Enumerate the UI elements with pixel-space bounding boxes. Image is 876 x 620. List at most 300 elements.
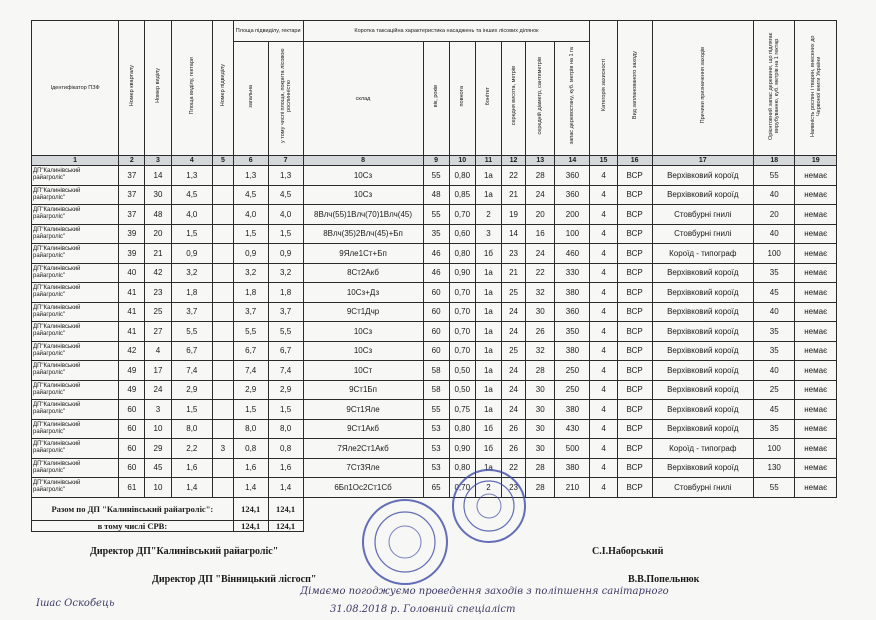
- cell-vik: 58: [423, 361, 449, 381]
- pzf-id-line: ДП"Калинівський: [33, 285, 81, 292]
- cell-sklad: 10Сз: [303, 341, 423, 361]
- cell-kv: 49: [119, 361, 145, 381]
- cell-zag: 1,6: [233, 458, 268, 478]
- cell-vik: 55: [423, 205, 449, 225]
- cell-kv: 42: [119, 341, 145, 361]
- cell-zag: 3,7: [233, 302, 268, 322]
- column-number: 14: [555, 156, 590, 166]
- cell-prych: Верхівковий короїд: [652, 166, 753, 186]
- cell-pl: 4,5: [171, 185, 212, 205]
- table-row: [32, 283, 837, 303]
- cell-zap: 500: [555, 439, 590, 459]
- pzf-id-line: райагроліс": [33, 409, 66, 416]
- pzf-id-line: ДП"Калинівський: [33, 460, 81, 467]
- handwritten-approval-line1: Дімаємо погоджуємо проведення заходів з поліпшення санітарного: [300, 586, 669, 597]
- pzf-id-line: ДП"Калинівський: [33, 421, 81, 428]
- cell-pl: 2,9: [171, 380, 212, 400]
- cell-h: 14: [502, 224, 526, 244]
- cell-zapas: 45: [754, 400, 795, 420]
- cell-d: 28: [526, 361, 555, 381]
- cell-prych: Верхівковий короїд: [652, 380, 753, 400]
- cell-zap: 200: [555, 205, 590, 225]
- cell-vyd: ВСР: [617, 283, 652, 303]
- cell-kat: 4: [590, 224, 617, 244]
- pzf-id-line: райагроліс": [33, 253, 66, 260]
- sanitary-measures-table: [31, 20, 837, 532]
- cell-d: 16: [526, 224, 555, 244]
- cell-pokr: 3,2: [268, 263, 303, 283]
- cell-h: 25: [502, 283, 526, 303]
- cell-kat: 4: [590, 322, 617, 342]
- pzf-id-line: райагроліс": [33, 331, 66, 338]
- cell-h: 24: [502, 302, 526, 322]
- cell-pv: [213, 322, 234, 342]
- cell-bon: 1б: [475, 419, 501, 439]
- cell-d: 22: [526, 263, 555, 283]
- cell-vik: 60: [423, 341, 449, 361]
- cell-vd: 27: [145, 322, 171, 342]
- cell-pl: 1,5: [171, 224, 212, 244]
- column-number: 10: [449, 156, 475, 166]
- cell-sklad: 10Сз: [303, 322, 423, 342]
- header-measure-type: Вид запланованого заходу: [617, 21, 652, 156]
- total-label: в тому числі СРВ:: [32, 520, 234, 531]
- cell-pov: 0,90: [449, 263, 475, 283]
- cell-vd: 20: [145, 224, 171, 244]
- pzf-id-line: ДП"Калинівський: [33, 324, 81, 331]
- header-quarter: Номер кварталу: [119, 21, 145, 156]
- cell-kat: 4: [590, 419, 617, 439]
- pzf-id-line: райагроліс": [33, 487, 66, 494]
- cell-h: 23: [502, 244, 526, 264]
- cell-d: 28: [526, 478, 555, 498]
- cell-kv: 41: [119, 322, 145, 342]
- director1-name: С.І.Наборський: [592, 546, 664, 557]
- total-value: 124,1: [268, 497, 303, 520]
- cell-kv: 49: [119, 380, 145, 400]
- cell-vd: 14: [145, 166, 171, 186]
- pzf-id-cell: [32, 302, 119, 322]
- cell-pokr: 3,7: [268, 302, 303, 322]
- cell-pov: 0,50: [449, 380, 475, 400]
- handwritten-approval-line2: 31.08.2018 р. Головний спеціаліст: [330, 604, 516, 615]
- total-value: 124,1: [233, 520, 268, 531]
- cell-bon: 1а: [475, 302, 501, 322]
- cell-kv: 37: [119, 185, 145, 205]
- pzf-id-line: ДП"Калинівський: [33, 304, 81, 311]
- cell-pokr: 6,7: [268, 341, 303, 361]
- cell-vyd: ВСР: [617, 205, 652, 225]
- cell-prych: Короїд - типограф: [652, 244, 753, 264]
- cell-sklad: 8Влч(35)2Влч(45)+Бп: [303, 224, 423, 244]
- pzf-id-cell: [32, 361, 119, 381]
- pzf-id-line: ДП"Калинівський: [33, 382, 81, 389]
- cell-h: 24: [502, 400, 526, 420]
- cell-zag: 3,2: [233, 263, 268, 283]
- table-row: [32, 361, 837, 381]
- header-stock: запас деревостану, куб. метрів на 1 га: [555, 42, 590, 156]
- cell-zag: 1,4: [233, 478, 268, 498]
- cell-zapas: 35: [754, 419, 795, 439]
- pzf-id-cell: [32, 341, 119, 361]
- header-section-area: Площа виділу, гектари: [171, 21, 212, 156]
- cell-chk: немає: [795, 419, 837, 439]
- cell-pov: 0,85: [449, 185, 475, 205]
- cell-prych: Верхівковий короїд: [652, 400, 753, 420]
- pzf-id-line: ДП"Калинівський: [33, 265, 81, 272]
- cell-bon: 1а: [475, 458, 501, 478]
- cell-kv: 41: [119, 283, 145, 303]
- cell-pl: 5,5: [171, 322, 212, 342]
- cell-vyd: ВСР: [617, 419, 652, 439]
- cell-d: 28: [526, 166, 555, 186]
- pzf-id-line: райагроліс": [33, 175, 66, 182]
- cell-vik: 58: [423, 380, 449, 400]
- pzf-id-line: ДП"Калинівський: [33, 363, 81, 370]
- cell-pov: 0,70: [449, 341, 475, 361]
- cell-zap: 380: [555, 283, 590, 303]
- cell-pv: [213, 361, 234, 381]
- cell-pv: [213, 419, 234, 439]
- cell-vd: 23: [145, 283, 171, 303]
- cell-d: 32: [526, 283, 555, 303]
- cell-sklad: 9Яле1Ст+Бп: [303, 244, 423, 264]
- cell-kv: 41: [119, 302, 145, 322]
- column-number: 11: [475, 156, 501, 166]
- cell-prych: Верхівковий короїд: [652, 263, 753, 283]
- cell-sklad: 6Бп1Ос2Ст1Сб: [303, 478, 423, 498]
- cell-pokr: 0,8: [268, 439, 303, 459]
- cell-zag: 6,7: [233, 341, 268, 361]
- cell-pl: 1,3: [171, 166, 212, 186]
- cell-zag: 5,5: [233, 322, 268, 342]
- cell-h: 25: [502, 341, 526, 361]
- cell-chk: немає: [795, 322, 837, 342]
- cell-chk: немає: [795, 458, 837, 478]
- cell-chk: немає: [795, 439, 837, 459]
- cell-prych: Верхівковий короїд: [652, 458, 753, 478]
- cell-h: 22: [502, 166, 526, 186]
- cell-bon: 1а: [475, 322, 501, 342]
- header-height: середня висота, метрів: [502, 42, 526, 156]
- cell-vyd: ВСР: [617, 341, 652, 361]
- cell-prych: Верхівковий короїд: [652, 322, 753, 342]
- cell-pl: 1,5: [171, 400, 212, 420]
- pzf-id-cell: [32, 322, 119, 342]
- cell-zap: 100: [555, 224, 590, 244]
- pzf-id-cell: [32, 478, 119, 498]
- cell-zapas: 40: [754, 224, 795, 244]
- cell-d: 24: [526, 244, 555, 264]
- cell-zag: 1,8: [233, 283, 268, 303]
- cell-prych: Верхівковий короїд: [652, 341, 753, 361]
- pzf-id-line: ДП"Калинівський: [33, 168, 81, 175]
- cell-pv: [213, 380, 234, 400]
- cell-prych: Верхівковий короїд: [652, 302, 753, 322]
- cell-sklad: 9Ст1Яле: [303, 400, 423, 420]
- table-row: [32, 478, 837, 498]
- cell-bon: 1а: [475, 185, 501, 205]
- cell-d: 20: [526, 205, 555, 225]
- total-value: 124,1: [268, 520, 303, 531]
- cell-kv: 60: [119, 419, 145, 439]
- cell-pv: [213, 478, 234, 498]
- cell-sklad: 8Ст2Акб: [303, 263, 423, 283]
- cell-kat: 4: [590, 244, 617, 264]
- pzf-id-cell: [32, 439, 119, 459]
- cell-d: 24: [526, 185, 555, 205]
- cell-h: 24: [502, 361, 526, 381]
- cell-pokr: 2,9: [268, 380, 303, 400]
- table-row: [32, 244, 837, 264]
- cell-bon: 1а: [475, 283, 501, 303]
- cell-zag: 1,5: [233, 400, 268, 420]
- pzf-id-line: ДП"Калинівський: [33, 441, 81, 448]
- cell-kat: 4: [590, 205, 617, 225]
- pzf-id-line: ДП"Калинівський: [33, 246, 81, 253]
- column-number: 5: [213, 156, 234, 166]
- header-age: вік, років: [423, 42, 449, 156]
- cell-h: 21: [502, 185, 526, 205]
- cell-vd: 17: [145, 361, 171, 381]
- cell-zap: 380: [555, 341, 590, 361]
- cell-zap: 350: [555, 322, 590, 342]
- cell-kat: 4: [590, 341, 617, 361]
- cell-zapas: 35: [754, 263, 795, 283]
- cell-vyd: ВСР: [617, 302, 652, 322]
- pzf-id-cell: [32, 244, 119, 264]
- cell-zag: 0,9: [233, 244, 268, 264]
- cell-chk: немає: [795, 302, 837, 322]
- header-volume: Орієнтовний запас деревини, що підлягає вирубуванню, куб. метрів на 1 гектар: [754, 21, 795, 156]
- pzf-id-cell: [32, 166, 119, 186]
- cell-pokr: 1,5: [268, 400, 303, 420]
- cell-pov: 0,90: [449, 439, 475, 459]
- cell-kat: 4: [590, 185, 617, 205]
- cell-zap: 360: [555, 185, 590, 205]
- cell-vyd: ВСР: [617, 224, 652, 244]
- cell-pv: [213, 458, 234, 478]
- cell-pl: 8,0: [171, 419, 212, 439]
- header-red-book: Наявність рослин і тварин, внесених до Червоної книги України: [795, 21, 837, 156]
- cell-pv: [213, 283, 234, 303]
- table-row: [32, 166, 837, 186]
- table-row: [32, 322, 837, 342]
- round-stamp-kalynivka: [450, 467, 528, 545]
- cell-kat: 4: [590, 458, 617, 478]
- cell-chk: немає: [795, 205, 837, 225]
- cell-prych: Верхівковий короїд: [652, 419, 753, 439]
- header-reasons: Причини призначення заходів: [652, 21, 753, 156]
- cell-d: 26: [526, 322, 555, 342]
- cell-d: 30: [526, 439, 555, 459]
- cell-vyd: ВСР: [617, 361, 652, 381]
- cell-chk: немає: [795, 185, 837, 205]
- cell-chk: немає: [795, 263, 837, 283]
- pzf-id-cell: [32, 400, 119, 420]
- cell-kv: 39: [119, 224, 145, 244]
- cell-pv: [213, 205, 234, 225]
- cell-sklad: 10Сз: [303, 185, 423, 205]
- column-number: 6: [233, 156, 268, 166]
- cell-pv: [213, 302, 234, 322]
- cell-vik: 55: [423, 400, 449, 420]
- cell-sklad: 9Ст1Акб: [303, 419, 423, 439]
- cell-sklad: 9Ст1Дчр: [303, 302, 423, 322]
- pzf-id-line: ДП"Калинівський: [33, 402, 81, 409]
- cell-zag: 1,3: [233, 166, 268, 186]
- cell-bon: 1а: [475, 361, 501, 381]
- cell-pov: 0,80: [449, 166, 475, 186]
- cell-chk: немає: [795, 224, 837, 244]
- cell-vd: 3: [145, 400, 171, 420]
- pzf-id-line: ДП"Калинівський: [33, 187, 81, 194]
- cell-sklad: 7Ст3Яле: [303, 458, 423, 478]
- cell-vik: 60: [423, 322, 449, 342]
- column-number-row: [32, 156, 837, 166]
- column-number: 3: [145, 156, 171, 166]
- cell-chk: немає: [795, 478, 837, 498]
- pzf-id-line: ДП"Калинівський: [33, 480, 81, 487]
- cell-vik: 48: [423, 185, 449, 205]
- cell-pv: [213, 400, 234, 420]
- pzf-id-line: райагроліс": [33, 428, 66, 435]
- cell-sklad: 7Яле2Ст1Акб: [303, 439, 423, 459]
- cell-chk: немає: [795, 244, 837, 264]
- cell-pl: 3,2: [171, 263, 212, 283]
- cell-kv: 61: [119, 478, 145, 498]
- cell-pokr: 1,6: [268, 458, 303, 478]
- cell-pov: 0,70: [449, 322, 475, 342]
- cell-h: 24: [502, 380, 526, 400]
- cell-zapas: 40: [754, 361, 795, 381]
- pzf-id-cell: [32, 458, 119, 478]
- cell-zap: 360: [555, 166, 590, 186]
- cell-prych: Верхівковий короїд: [652, 283, 753, 303]
- cell-h: 21: [502, 263, 526, 283]
- cell-vik: 60: [423, 283, 449, 303]
- cell-pl: 1,6: [171, 458, 212, 478]
- cell-prych: Стовбурні гнилі: [652, 224, 753, 244]
- table-row: [32, 458, 837, 478]
- cell-kat: 4: [590, 302, 617, 322]
- cell-bon: 1а: [475, 341, 501, 361]
- cell-zap: 430: [555, 419, 590, 439]
- column-number: 15: [590, 156, 617, 166]
- cell-pokr: 0,9: [268, 244, 303, 264]
- cell-vyd: ВСР: [617, 380, 652, 400]
- cell-pov: 0,50: [449, 361, 475, 381]
- cell-prych: Стовбурні гнилі: [652, 205, 753, 225]
- cell-vyd: ВСР: [617, 185, 652, 205]
- column-number: 18: [754, 156, 795, 166]
- cell-bon: 1а: [475, 400, 501, 420]
- column-number: 2: [119, 156, 145, 166]
- cell-pov: 0,70: [449, 478, 475, 498]
- cell-zap: 380: [555, 400, 590, 420]
- pzf-id-cell: [32, 283, 119, 303]
- cell-vd: 21: [145, 244, 171, 264]
- pzf-id-line: райагроліс": [33, 194, 66, 201]
- table-row: [32, 341, 837, 361]
- cell-zag: 8,0: [233, 419, 268, 439]
- cell-h: 26: [502, 419, 526, 439]
- cell-pov: 0,70: [449, 283, 475, 303]
- cell-kat: 4: [590, 400, 617, 420]
- cell-zag: 1,5: [233, 224, 268, 244]
- round-stamp-vinnytsia: [360, 497, 450, 587]
- header-section: Номер виділу: [145, 21, 171, 156]
- cell-pokr: 1,8: [268, 283, 303, 303]
- cell-pl: 1,8: [171, 283, 212, 303]
- cell-pokr: 4,0: [268, 205, 303, 225]
- header-subsection: Номер підвиділу: [213, 21, 234, 156]
- pzf-id-line: ДП"Калинівський: [33, 226, 81, 233]
- cell-zag: 2,9: [233, 380, 268, 400]
- cell-pv: [213, 185, 234, 205]
- table-row: [32, 263, 837, 283]
- cell-zag: 7,4: [233, 361, 268, 381]
- table-row: [32, 205, 837, 225]
- cell-bon: 1а: [475, 166, 501, 186]
- cell-pv: [213, 244, 234, 264]
- column-number: 4: [171, 156, 212, 166]
- cell-h: 26: [502, 439, 526, 459]
- column-number: 13: [526, 156, 555, 166]
- cell-kv: 60: [119, 458, 145, 478]
- pzf-id-cell: [32, 419, 119, 439]
- table-row: [32, 439, 837, 459]
- cell-bon: 3: [475, 224, 501, 244]
- cell-d: 28: [526, 458, 555, 478]
- total-value: 124,1: [233, 497, 268, 520]
- cell-vyd: ВСР: [617, 458, 652, 478]
- cell-kv: 60: [119, 439, 145, 459]
- cell-chk: немає: [795, 400, 837, 420]
- column-number: 1: [32, 156, 119, 166]
- cell-kv: 39: [119, 244, 145, 264]
- cell-sklad: 10Ст: [303, 361, 423, 381]
- cell-vik: 35: [423, 224, 449, 244]
- column-number: 16: [617, 156, 652, 166]
- cell-d: 30: [526, 400, 555, 420]
- cell-bon: 1а: [475, 263, 501, 283]
- cell-zap: 330: [555, 263, 590, 283]
- cell-zapas: 25: [754, 380, 795, 400]
- header-subsection-area: Площа підвиділу, гектари: [233, 21, 303, 42]
- column-number: 12: [502, 156, 526, 166]
- director1-title: Директор ДП"Калинівський райагроліс": [90, 546, 279, 557]
- cell-pv: [213, 341, 234, 361]
- pzf-id-line: райагроліс": [33, 233, 66, 240]
- cell-vd: 24: [145, 380, 171, 400]
- pzf-id-line: ДП"Калинівський: [33, 343, 81, 350]
- handwritten-left-note: Ішас Оскобець: [36, 598, 115, 609]
- header-total: загальна: [233, 42, 268, 156]
- cell-kv: 37: [119, 205, 145, 225]
- column-number: 7: [268, 156, 303, 166]
- cell-chk: немає: [795, 166, 837, 186]
- cell-pv: [213, 263, 234, 283]
- cell-chk: немає: [795, 283, 837, 303]
- cell-pov: 0,75: [449, 400, 475, 420]
- cell-zapas: 35: [754, 341, 795, 361]
- cell-pov: 0,70: [449, 205, 475, 225]
- cell-kat: 4: [590, 361, 617, 381]
- cell-zap: 250: [555, 380, 590, 400]
- cell-vik: 53: [423, 439, 449, 459]
- cell-vyd: ВСР: [617, 478, 652, 498]
